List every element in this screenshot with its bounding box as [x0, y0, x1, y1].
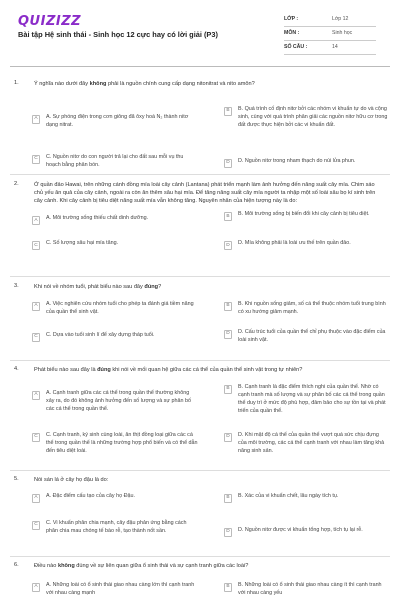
option-letter: B — [224, 212, 232, 221]
option-letter: A — [32, 391, 40, 400]
question-divider — [10, 174, 390, 175]
question-text: Ý nghĩa nào dưới đây không phải là nguồn chính cung cấp dạng nitonitrat và nito amôn? — [34, 81, 255, 87]
option-text: A. Sự phóng điện trong cơn giông đã ôxy hoá N₂ thành nitơ dạng nitrat. — [46, 114, 189, 128]
question-number: 6. — [14, 562, 19, 568]
option-text: B. Xác của vi khuẩn chết, lâu ngày tích tụ. — [238, 493, 339, 500]
answer-options — [32, 205, 390, 265]
option-text: A. Việc nghiên cứu nhóm tuổi cho phép ta đánh giá tiềm năng của quần thể sinh vật. — [46, 301, 194, 315]
question-text: Nói sán lá ở cây họ đậu là do: — [34, 477, 109, 483]
option-text: D. Mía không phải là loài ưu thế trên quần đảo. — [238, 240, 351, 247]
question-divider — [10, 556, 390, 557]
question-text: Phát biểu nào sau đây là đúng khi nói về mối quan hệ giữa các cá thể của quần thể sinh vật trong tự nhiên? — [34, 367, 303, 373]
option-letter: A — [32, 494, 40, 503]
option-letter: C — [32, 433, 40, 442]
answer-options — [32, 291, 390, 347]
option-letter: D — [224, 330, 232, 339]
option-text: D. Nguồn nitơ được vi khuẩn tổng hợp, tích tụ lại rễ. — [238, 527, 363, 534]
question-text: Khi nói về nhóm tuổi, phát biểu nào sau đây đúng? — [34, 284, 162, 290]
option-b[interactable] — [224, 211, 388, 221]
option-letter: D — [224, 433, 232, 442]
option-letter: D — [224, 528, 232, 537]
page-title: Bài tập Hệ sinh thái - Sinh học 12 cực hay có lời giải (P3) — [18, 30, 218, 39]
meta-label: SỐ CÂU : — [284, 43, 308, 50]
option-text: C. Dựa vào tuổi sinh lí để xây dựng tháp tuổi. — [46, 332, 155, 339]
question-number: 1. — [14, 80, 19, 86]
option-letter: D — [224, 159, 232, 168]
option-text: B. Môi trường sống bị biến đổi khi cây cảnh bị tiêu diệt. — [238, 211, 370, 218]
meta-row-count — [284, 41, 376, 55]
meta-label: MÔN : — [284, 29, 300, 36]
option-c[interactable] — [32, 432, 198, 455]
option-letter: A — [32, 302, 40, 311]
option-d[interactable] — [224, 240, 388, 250]
option-text: D. Nguồn nitơ trong nham thạch do núi lửa phun. — [238, 158, 356, 165]
option-c[interactable] — [32, 332, 198, 342]
header-divider — [10, 66, 390, 67]
option-letter: C — [32, 155, 40, 164]
option-d[interactable] — [224, 329, 388, 345]
question-number: 4. — [14, 366, 19, 372]
option-text: B. Những loài có ổ sinh thái giao nhau càng ít thì cạnh tranh với nhau càng yếu — [238, 582, 382, 596]
option-a[interactable] — [32, 582, 198, 598]
option-text: C. Cạnh tranh, ký sinh cùng loài, ăn thịt đồng loại giữa các cá thể trong quần thể là những trường hợp phổ biến và có thể dẫn đến tiêu diệt loài. — [46, 432, 198, 454]
question-number: 2. — [14, 181, 19, 187]
option-a[interactable] — [32, 493, 198, 503]
option-text: D. Khi mật độ cá thể của quần thể vượt quá sức chịu đựng của môi trường, các cá thể cạnh tranh với nhau làm tăng khả năng sinh sản. — [238, 432, 385, 454]
option-text: C. Nguồn nitơ do con người trả lại cho đất sau mỗi vụ thu hoạch bằng phân bón. — [46, 154, 184, 168]
option-text: A. Môi trường sống thiếu chất dinh dưỡng. — [46, 215, 149, 222]
question-2 — [10, 181, 390, 265]
meta-row-class — [284, 13, 376, 27]
question-6 — [10, 562, 390, 598]
option-text: C. Số lượng sâu hại mía tăng. — [46, 240, 119, 247]
option-c[interactable] — [32, 154, 198, 170]
meta-value: Sinh học — [332, 29, 353, 36]
option-text: A. Cạnh tranh giữa các cá thể trong quần thể thường không xảy ra, do đó không ảnh hưởng đến số lượng và sự phân bố các cá thể trong quần thể. — [46, 390, 191, 412]
option-b[interactable] — [224, 106, 388, 129]
option-c[interactable] — [32, 520, 198, 536]
option-text: D. Cấu trúc tuổi của quần thể chỉ phụ thuộc vào đặc điểm của loài sinh vật. — [238, 329, 386, 343]
option-letter: C — [32, 241, 40, 250]
answer-options — [32, 374, 390, 474]
option-d[interactable] — [224, 527, 388, 537]
option-a[interactable] — [32, 301, 198, 317]
option-letter: B — [224, 302, 232, 311]
question-number: 3. — [14, 283, 19, 289]
option-d[interactable] — [224, 432, 388, 455]
question-text: Điều nào không đúng về sự liên quan giữa ổ sinh thái và sự cạnh tranh giữa các loài? — [34, 563, 249, 569]
option-letter: B — [224, 583, 232, 592]
option-letter: C — [32, 333, 40, 342]
option-text: B. Khi nguồn sống giảm, số cá thể thuộc nhóm tuổi trung bình có xu hướng giảm mạnh. — [238, 301, 386, 315]
answer-options — [32, 570, 390, 598]
option-letter: A — [32, 583, 40, 592]
question-3 — [10, 283, 390, 347]
option-letter: C — [32, 521, 40, 530]
option-letter: A — [32, 216, 40, 225]
option-text: A. Những loài có ổ sinh thái giao nhau càng lớn thì cạnh tranh với nhau càng mạnh — [46, 582, 195, 596]
question-text: Ở quần đảo Hawai, trên những cánh đồng mía loài cây cảnh (Lantana) phát triển mạnh làm ảnh hưởng đến năng suất cây mía. Chim sáo chủ yếu ăn quả của cây cảnh, ngoài ra còn ăn thêm sâu hại mía. Để tăng năng suất cây mía người ta nhập một số loài sâu bọ kí sinh trên cây cảnh. Khi cây cảnh bị tiêu diệt năng suất mía vẫn không tăng. Nguyên nhân của hiện tượng này là do: — [34, 182, 376, 205]
option-a[interactable] — [32, 215, 198, 225]
question-divider — [10, 276, 390, 277]
question-5 — [10, 476, 390, 554]
option-text: B. Cạnh tranh là đặc điểm thích nghi của quần thể. Nhờ có cạnh tranh mà số lượng và sự phân bố các cá thể trong quần thể duy trì ở mức độ phù hợp, đảm bảo cho sự tồn tại và phát triển của quần thể. — [238, 384, 386, 414]
option-letter: D — [224, 241, 232, 250]
question-1 — [10, 80, 390, 178]
meta-value: Lớp 12 — [332, 15, 349, 22]
option-text: C. Vi khuẩn phân chia mạnh, cây đậu phản ứng bằng cách phân chia mau chóng tế bào rễ, tạo thành nốt sần. — [46, 520, 187, 534]
option-text: B. Quá trình cố định nitơ bởi các nhóm vi khuẩn tự do và cộng sinh, cùng với quá trình phân giải các nguồn nitơ hữu cơ trong đất được thực hiện bởi các vi khuẩn đất. — [238, 106, 388, 128]
worksheet-header — [10, 0, 390, 68]
option-b[interactable] — [224, 582, 388, 598]
answer-options — [32, 88, 390, 178]
meta-value: 14 — [332, 43, 338, 50]
option-b[interactable] — [224, 301, 388, 317]
option-c[interactable] — [32, 240, 198, 250]
question-number: 5. — [14, 476, 19, 482]
option-b[interactable] — [224, 384, 388, 415]
meta-info — [284, 13, 376, 55]
option-a[interactable] — [32, 390, 198, 413]
question-divider — [10, 470, 390, 471]
option-letter: A — [32, 115, 40, 124]
option-d[interactable] — [224, 158, 388, 168]
option-text: A. Đặc điểm cấu tạo của cây họ Đậu. — [46, 493, 135, 500]
option-letter: B — [224, 385, 232, 394]
option-letter: B — [224, 107, 232, 116]
option-a[interactable] — [32, 114, 198, 130]
answer-options — [32, 484, 390, 554]
option-letter: B — [224, 494, 232, 503]
question-divider — [10, 360, 390, 361]
option-b[interactable] — [224, 493, 388, 503]
quizizz-logo[interactable]: QUIZIZZ — [18, 14, 82, 29]
meta-row-subject — [284, 27, 376, 41]
meta-label: LỚP : — [284, 15, 299, 22]
question-4 — [10, 366, 390, 474]
